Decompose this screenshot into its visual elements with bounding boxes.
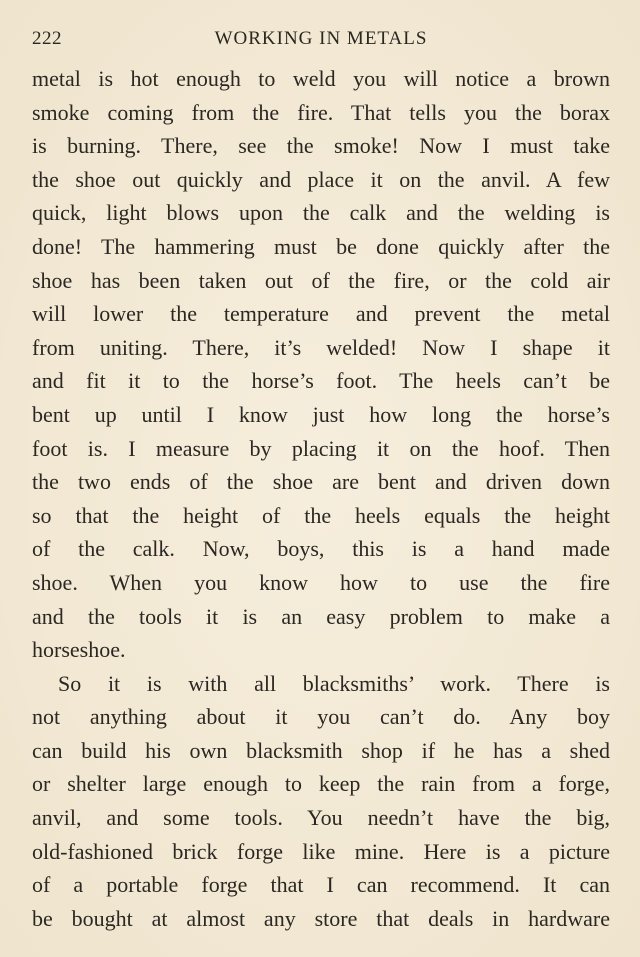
text-line: is burning. There, see the smoke! Now I must take: [32, 133, 610, 159]
running-head: WORKING IN METALS: [214, 28, 428, 49]
paragraph-2: [32, 667, 610, 936]
text-line: shoe. When you know how to use the fire: [32, 569, 610, 595]
text-line: from uniting. There, it’s welded! Now I shape it: [32, 334, 610, 360]
text-line: old-fashioned brick forge like mine. Here is a picture: [32, 838, 610, 864]
text-line: done! The hammering must be done quickly after the: [32, 233, 610, 259]
page-header: [32, 26, 610, 56]
text-line: of a portable forge that I can recommend. It can: [32, 872, 610, 898]
text-line: foot is. I measure by placing it on the hoof. Then: [32, 435, 610, 461]
text-line: will lower the temperature and prevent the metal: [32, 301, 610, 327]
text-line: can build his own blacksmith shop if he has a shed: [32, 737, 610, 763]
text-line: bent up until I know just how long the horse’s: [32, 401, 610, 427]
text-line: the shoe out quickly and place it on the anvil. A few: [32, 166, 610, 192]
text-line: the two ends of the shoe are bent and driven down: [32, 469, 610, 495]
text-line: so that the height of the heels equals the height: [32, 502, 610, 528]
text-line: metal is hot enough to weld you will notice a brown: [32, 66, 610, 91]
text-line: So it is with all blacksmiths’ work. There is: [58, 670, 610, 696]
text-line: shoe has been taken out of the fire, or the cold air: [32, 267, 610, 293]
page-number: 222: [32, 28, 62, 49]
text-line: and fit it to the horse’s foot. The heels can’t be: [32, 368, 610, 394]
text-line: of the calk. Now, boys, this is a hand made: [32, 536, 610, 562]
text-line: horseshoe.: [32, 637, 126, 663]
text-line: smoke coming from the fire. That tells you the borax: [32, 99, 610, 125]
text-line: anvil, and some tools. You needn’t have the big,: [32, 805, 610, 831]
paragraph-1: [32, 62, 610, 667]
text-line: quick, light blows upon the calk and the welding is: [32, 200, 610, 226]
body-text: [32, 62, 610, 935]
text-line: and the tools it is an easy problem to make a: [32, 603, 610, 629]
text-line: or shelter large enough to keep the rain from a forge,: [32, 771, 610, 797]
text-line: be bought at almost any store that deals in hardware: [32, 905, 610, 931]
text-line: not anything about it you can’t do. Any boy: [32, 704, 610, 730]
